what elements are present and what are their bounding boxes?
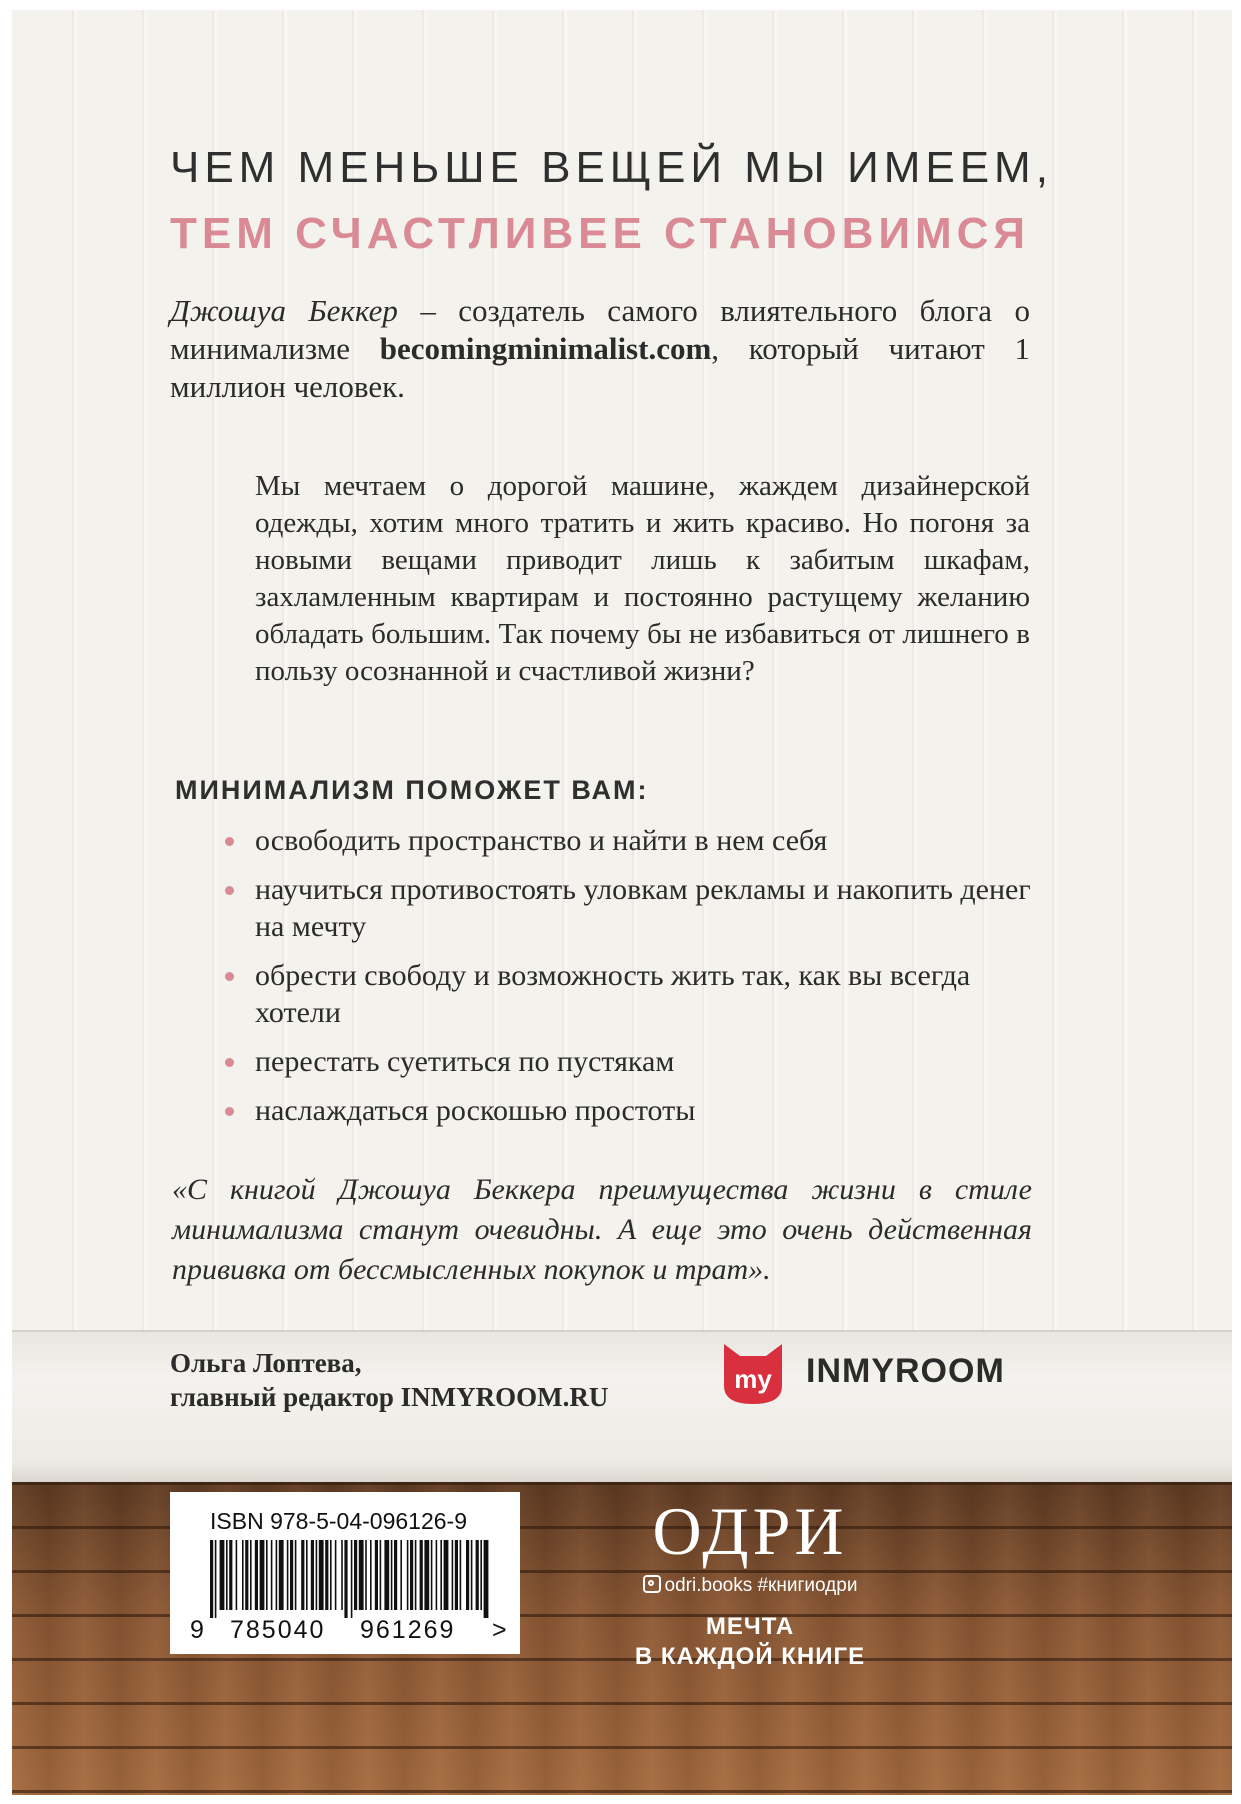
barcode-bar xyxy=(391,1540,393,1610)
barcode-bar xyxy=(444,1540,449,1610)
barcode-bar xyxy=(407,1540,409,1610)
barcode-bar xyxy=(455,1540,458,1610)
benefits-title: МИНИМАЛИЗМ ПОМОЖЕТ ВАМ: xyxy=(175,775,649,805)
barcode-bar xyxy=(226,1540,228,1610)
isbn-digits-right: 961269 xyxy=(360,1616,456,1644)
barcode-bar xyxy=(301,1540,304,1610)
barcode-bar xyxy=(471,1540,473,1610)
barcode-bar xyxy=(466,1540,469,1610)
bullet-dot-icon xyxy=(225,1058,234,1067)
list-item xyxy=(255,957,1055,1031)
publisher-name: ОДРИ xyxy=(652,1493,848,1569)
barcode-bar xyxy=(330,1540,332,1610)
list-item-text: освободить пространство и найти в нем себя xyxy=(255,824,828,857)
headline-line-1: ЧЕМ МЕНЬШЕ ВЕЩЕЙ МЫ ИМЕЕМ, xyxy=(170,143,1053,192)
quote-credit xyxy=(170,1346,690,1414)
barcode-bar xyxy=(415,1540,417,1610)
barcode-bar xyxy=(424,1540,429,1610)
barcode-bar xyxy=(359,1540,364,1610)
barcode-bar xyxy=(484,1540,489,1618)
intro-text-2: , который читают 1 миллион человек. xyxy=(170,331,1030,404)
list-item xyxy=(255,1092,1055,1129)
isbn-digit-trail: > xyxy=(492,1616,509,1644)
intro-text-1: – создатель самого влиятельного блога о минимализме xyxy=(170,293,1031,366)
barcode-bar xyxy=(290,1540,293,1610)
barcode-bar xyxy=(276,1540,278,1610)
barcode-bar xyxy=(271,1540,273,1610)
inmyroom-wordmark: INMYROOM xyxy=(806,1352,1005,1390)
barcode-bar xyxy=(220,1540,225,1610)
barcode-bar xyxy=(250,1540,252,1610)
publisher-social xyxy=(600,1574,900,1598)
benefits-list xyxy=(255,822,1055,1141)
list-item-text: наслаждаться роскошью простоты xyxy=(255,1094,696,1127)
barcode-bar xyxy=(242,1540,244,1610)
barcode-bar xyxy=(410,1540,413,1610)
isbn-barcode-block xyxy=(170,1492,520,1654)
barcode-bar xyxy=(260,1540,265,1610)
bullet-dot-icon xyxy=(225,1107,234,1116)
barcode-bar xyxy=(384,1540,389,1610)
logo-letters: my xyxy=(734,1364,772,1394)
credit-name: Ольга Лоптева, xyxy=(170,1348,362,1378)
barcode-bar xyxy=(354,1540,357,1610)
barcode-bar xyxy=(236,1540,238,1610)
barcode-bar xyxy=(370,1540,372,1610)
barcode-bar xyxy=(380,1540,382,1610)
instagram-icon xyxy=(643,1575,661,1593)
barcode-bar xyxy=(245,1540,248,1610)
slogan-line-2: В КАЖДОЙ КНИГЕ xyxy=(634,1643,866,1670)
author-name: Джошуа Беккер xyxy=(170,293,398,328)
barcode-bar xyxy=(306,1540,308,1610)
publisher-slogan xyxy=(600,1612,900,1672)
isbn-digits-left: 785040 xyxy=(230,1616,326,1644)
isbn-label: ISBN 978-5-04-096126-9 xyxy=(210,1508,467,1534)
barcode-icon xyxy=(210,1540,490,1618)
barcode-bar xyxy=(316,1540,318,1610)
barcode-bar xyxy=(476,1540,479,1610)
bullet-dot-icon xyxy=(225,837,234,846)
barcode-bar xyxy=(279,1540,284,1610)
author-intro xyxy=(170,292,1030,406)
barcode-bar xyxy=(375,1540,378,1610)
list-item xyxy=(255,822,1055,859)
publisher-block xyxy=(600,1494,900,1672)
barcode-bar xyxy=(480,1540,482,1610)
barcode-bar xyxy=(431,1540,433,1610)
barcode-bar xyxy=(440,1540,442,1610)
isbn-digit-lead: 9 xyxy=(190,1616,206,1644)
headline-line-2: ТЕМ СЧАСТЛИВЕЕ СТАНОВИМСЯ xyxy=(170,209,1031,258)
barcode-bar xyxy=(351,1540,353,1618)
barcode-bar xyxy=(287,1540,289,1610)
barcode-bar xyxy=(420,1540,423,1610)
barcode-bar xyxy=(266,1540,268,1610)
barcode-bar xyxy=(365,1540,367,1610)
bullet-dot-icon xyxy=(225,886,234,895)
list-item xyxy=(255,871,1055,945)
inmyroom-brand xyxy=(720,1338,1050,1408)
list-item-text: научиться противостоять уловкам рекламы и накопить денег на мечту xyxy=(255,873,1031,943)
barcode-bar xyxy=(255,1540,258,1610)
inmyroom-cat-logo-icon xyxy=(720,1338,786,1408)
social-handle: odri.books #книгиодри xyxy=(664,1575,858,1596)
barcode-bar xyxy=(341,1540,343,1610)
barcode-bar xyxy=(335,1540,337,1610)
barcode-bar xyxy=(436,1540,438,1610)
barcode-bar xyxy=(215,1540,217,1618)
credit-title: главный редактор INMYROOM.RU xyxy=(170,1382,609,1412)
barcode-bar xyxy=(452,1540,454,1610)
barcode-bar xyxy=(325,1540,328,1610)
list-item-text: обрести свободу и возможность жить так, как вы всегда хотели xyxy=(255,959,971,1029)
slogan-line-1: МЕЧТА xyxy=(705,1613,795,1640)
author-website: becomingminimalist.com xyxy=(379,331,712,366)
barcode-bar xyxy=(311,1540,314,1610)
bullet-dot-icon xyxy=(225,972,234,981)
barcode-bar xyxy=(210,1540,213,1618)
description-paragraph: Мы мечтаем о дорогой машине, жаждем дизайнерской одежды, хотим много тратить и жить красиво. Но погоня за новыми вещами приводит лишь к забитым шкафам, захламленным квартирам и постоянно растущему желанию обладать большим. Так почему бы не избавиться от лишнего в пользу осознанной и счастливой жизни? xyxy=(255,470,1030,687)
list-item-text: перестать суетиться по пустякам xyxy=(255,1045,675,1078)
barcode-bar xyxy=(394,1540,397,1610)
barcode-bar xyxy=(295,1540,297,1610)
barcode-bar xyxy=(400,1540,402,1610)
barcode-bar xyxy=(229,1540,232,1610)
barcode-bar xyxy=(344,1540,347,1618)
barcode-bar xyxy=(460,1540,462,1610)
barcode-bar xyxy=(319,1540,324,1610)
review-quote: «С книгой Джошуа Беккера преимущества жизни в стиле минимализма станут очевидны. А еще это очень действенная прививка от бессмысленных покупок и трат». xyxy=(172,1173,1032,1286)
list-item xyxy=(255,1043,1055,1080)
